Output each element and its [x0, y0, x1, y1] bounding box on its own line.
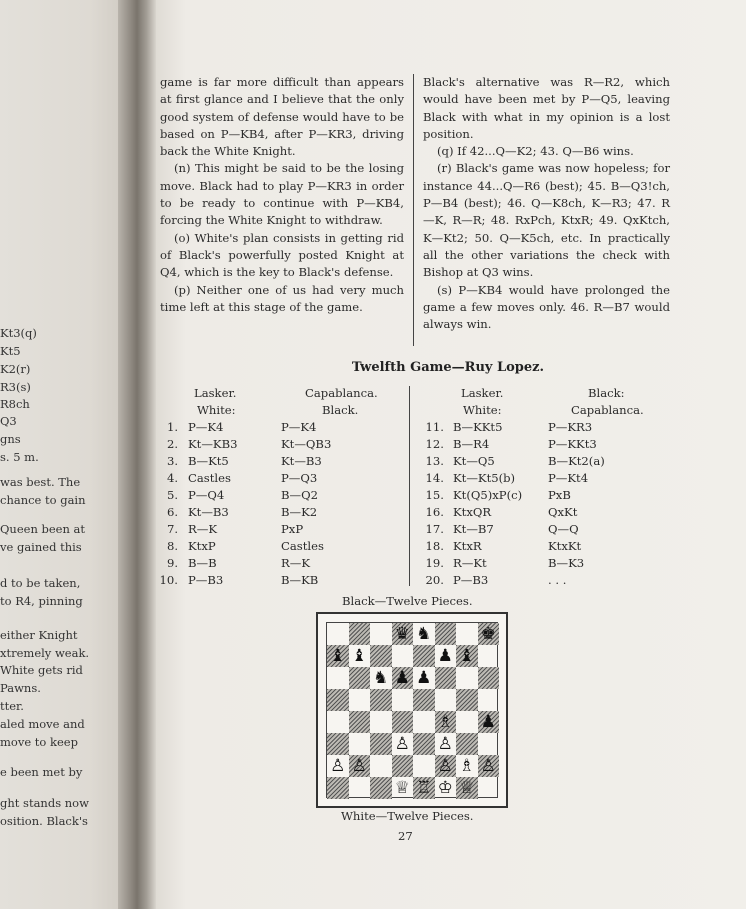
board-square [435, 623, 457, 645]
left-page-fragment: gns [0, 432, 21, 446]
annotation-paragraph: (p) Neither one of us had very much time left at this stage of the game. [160, 282, 404, 314]
board-square [349, 711, 371, 733]
left-page-fragment: White gets rid [0, 663, 83, 677]
left-page-fragment: e been met by [0, 765, 83, 779]
white-move: Kt—B7 [453, 522, 494, 536]
left-page-fragment: to R4, pinning [0, 594, 83, 608]
move-number: 12. [425, 437, 444, 451]
board-square [327, 667, 349, 689]
left-page-fragment: d to be taken, [0, 576, 81, 590]
left-page-fragment: osition. Black's [0, 814, 88, 828]
white-move: KtxR [453, 539, 482, 553]
move-number: 11. [425, 420, 444, 434]
left-page-fragment: was best. The [0, 475, 81, 489]
black-pawn-icon: ♟ [394, 668, 410, 688]
board-square [327, 689, 349, 711]
black-move: B—K3 [548, 556, 585, 570]
black-move: B—K2 [281, 505, 318, 519]
white-move: B—Kt5 [188, 454, 229, 468]
white-move: P—Q4 [188, 488, 225, 502]
move-number: 5. [166, 488, 178, 502]
board-square [327, 733, 349, 755]
move-number: 19. [425, 556, 444, 570]
left-page-fragment: xtremely weak. [0, 646, 90, 660]
left-page-fragment: Q3 [0, 414, 17, 428]
annotation-paragraph: game is far more difficult than appears at first glance and I believe that the only good system of defense would have to be based on P—KB4, after P—KR3, driving back the White Knight. [160, 75, 404, 159]
white-move: B—B [188, 556, 217, 570]
right-white-name: Lasker. [461, 386, 504, 400]
left-page-fragment: K2(r) [0, 362, 31, 376]
black-move: Kt—QB3 [281, 437, 332, 451]
left-black-name: Capablanca. [305, 386, 378, 400]
left-page-fragment: either Knight [0, 628, 78, 642]
board-square [349, 733, 371, 755]
black-pawn-icon: ♟ [437, 646, 453, 666]
black-move: Kt—B3 [281, 454, 322, 468]
left-page-fragment: Kt3(q) [0, 326, 37, 340]
board-square [435, 667, 457, 689]
board-square [456, 711, 478, 733]
board-square [392, 755, 414, 777]
black-move: PxB [548, 488, 571, 502]
left-black-label: Black. [322, 403, 359, 417]
black-pawn-icon: ♟ [416, 668, 432, 688]
left-page-fragment: Pawns. [0, 681, 41, 695]
right-black-name: Capablanca. [571, 403, 644, 417]
board-square [370, 711, 392, 733]
board-square [478, 733, 500, 755]
left-white-name: Lasker. [194, 386, 237, 400]
board-square [413, 645, 435, 667]
board-square [413, 733, 435, 755]
white-pawn-icon: ♙ [330, 756, 346, 776]
board-square [413, 711, 435, 733]
white-pawn-icon: ♙ [351, 756, 367, 776]
annotation-column-left [160, 74, 404, 316]
annotation-column-right [423, 74, 670, 333]
book-gutter [118, 0, 156, 909]
annotation-paragraph: (q) If 42...Q—K2; 43. Q—B6 wins. [437, 144, 634, 159]
move-number: 16. [425, 505, 444, 519]
chess-diagram [316, 612, 508, 808]
black-bishop-icon: ♝ [330, 646, 346, 666]
left-page-fragment: Queen been at [0, 522, 86, 536]
move-number: 7. [166, 522, 178, 536]
annotation-paragraph: (r) Black's game was now hopeless; for instance 44...Q—R6 (best); 45. B—Q3!ch, P—B4 (best); 46. Q—K8ch, K—R3; 47. R—K, R—R; 48. RxPch, KtxR; 49. QxKtch, K—Kt2; 50. Q—K5ch, etc. In practically all the other variations the check with Bishop at Q3 wins. [423, 161, 670, 280]
board-square [478, 689, 500, 711]
board-square [370, 645, 392, 667]
left-page-fragment: R8ch [0, 397, 30, 411]
move-number: 20. [425, 573, 444, 587]
white-move: Castles [188, 471, 231, 485]
board-square [327, 623, 349, 645]
black-move: R—K [281, 556, 310, 570]
white-pawn-icon: ♙ [437, 756, 453, 776]
white-queen-icon: ♕ [459, 778, 475, 798]
board-square [456, 689, 478, 711]
white-move: Kt—KB3 [188, 437, 238, 451]
white-king-icon: ♔ [437, 778, 453, 798]
board-square [478, 645, 500, 667]
white-pawn-icon: ♙ [480, 756, 496, 776]
move-number: 3. [166, 454, 178, 468]
move-number: 8. [166, 539, 178, 553]
black-move: P—K4 [281, 420, 317, 434]
board-square [413, 689, 435, 711]
board-square [478, 667, 500, 689]
black-knight-icon: ♞ [373, 668, 389, 688]
white-move: Kt—Q5 [453, 454, 495, 468]
move-number: 1. [166, 420, 178, 434]
black-bishop-icon: ♝ [459, 646, 475, 666]
move-number: 6. [166, 505, 178, 519]
white-move: P—B3 [188, 573, 224, 587]
white-move: B—KKt5 [453, 420, 503, 434]
black-move: QxKt [548, 505, 578, 519]
white-move: R—K [188, 522, 217, 536]
black-move: PxP [281, 522, 304, 536]
left-page-fragment: aled move and [0, 717, 85, 731]
white-move: Kt—B3 [188, 505, 229, 519]
white-move: KtxP [188, 539, 216, 553]
black-move: B—KB [281, 573, 319, 587]
left-white-label: White: [197, 403, 236, 417]
board-square [327, 711, 349, 733]
game-title: Twelfth Game—Ruy Lopez. [351, 360, 545, 375]
annotation-paragraph: (n) This might be said to be the losing move. Black had to play P—KR3 in order to be ready to continue with P—KB4, forcing the White Knight to withdraw. [160, 161, 404, 228]
board-square [349, 777, 371, 799]
board-square [327, 777, 349, 799]
white-move: P—K4 [188, 420, 224, 434]
right-black-label: Black: [588, 386, 625, 400]
black-move: P—KKt3 [548, 437, 597, 451]
move-number: 10. [159, 573, 178, 587]
move-number: 9. [166, 556, 178, 570]
board-square [370, 733, 392, 755]
right-white-label: White: [463, 403, 502, 417]
left-page-fragment: R3(s) [0, 380, 31, 394]
board-square [370, 777, 392, 799]
left-page-fragment: Kt5 [0, 344, 21, 358]
black-pawn-icon: ♟ [480, 712, 496, 732]
annotation-paragraph: (s) P—KB4 would have prolonged the game a few moves only. 46. R—B7 would always win. [423, 282, 670, 332]
left-page-fragment: ght stands now [0, 796, 89, 810]
left-page-fragment: ve gained this [0, 540, 82, 554]
diagram-top-caption: Black—Twelve Pieces. [342, 594, 473, 608]
black-move: KtxKt [548, 539, 582, 553]
board-square [392, 689, 414, 711]
black-move: Castles [281, 539, 324, 553]
move-number: 18. [425, 539, 444, 553]
diagram-bottom-caption: White—Twelve Pieces. [341, 809, 474, 823]
move-number: 15. [425, 488, 444, 502]
page-number: 27 [398, 829, 413, 843]
move-number: 17. [425, 522, 444, 536]
board-square [392, 645, 414, 667]
board-square [456, 623, 478, 645]
white-move: P—B3 [453, 573, 489, 587]
move-number: 13. [425, 454, 444, 468]
white-rook-icon: ♖ [416, 778, 432, 798]
black-move: B—Q2 [281, 488, 318, 502]
move-number: 2. [166, 437, 178, 451]
annotation-paragraph: (o) White's plan consists in getting rid of Black's powerfully posted Knight at Q4, which is the key to Black's defense. [160, 230, 404, 280]
board-square [478, 777, 500, 799]
black-move: P—KR3 [548, 420, 593, 434]
board-square [349, 689, 371, 711]
black-king-icon: ♚ [480, 624, 496, 644]
white-queen-icon: ♕ [394, 778, 410, 798]
board-square [349, 667, 371, 689]
black-bishop-icon: ♝ [351, 646, 367, 666]
board-square [370, 755, 392, 777]
white-pawn-icon: ♙ [394, 734, 410, 754]
black-knight-icon: ♞ [416, 624, 432, 644]
board-square [435, 689, 457, 711]
white-bishop-icon: ♗ [437, 712, 453, 732]
move-number: 14. [425, 471, 444, 485]
left-page-fragment: move to keep [0, 735, 78, 749]
left-page-sliver [0, 0, 128, 909]
white-move: KtxQR [453, 505, 492, 519]
chess-board [326, 622, 498, 798]
board-square [370, 623, 392, 645]
board-square [413, 755, 435, 777]
white-move: B—R4 [453, 437, 490, 451]
board-square [349, 623, 371, 645]
white-move: Kt—Kt5(b) [453, 471, 516, 485]
white-move: R—Kt [453, 556, 487, 570]
black-move: Q—Q [548, 522, 579, 536]
white-move: Kt(Q5)xP(c) [453, 488, 523, 502]
black-move: B—Kt2(a) [548, 454, 605, 468]
black-move: . . . [548, 573, 567, 587]
move-number: 4. [166, 471, 178, 485]
white-pawn-icon: ♙ [437, 734, 453, 754]
white-bishop-icon: ♗ [459, 756, 475, 776]
annotation-paragraph: Black's alternative was R—R2, which would have been met by P—Q5, leaving Black with what in my opinion is a lost position. [423, 75, 670, 141]
board-square [456, 667, 478, 689]
black-queen-icon: ♛ [394, 624, 410, 644]
left-page-fragment: tter. [0, 699, 24, 713]
left-page-fragment: chance to gain [0, 493, 86, 507]
score-divider [409, 386, 410, 586]
left-page-fragment: s. 5 m. [0, 450, 39, 464]
black-move: P—Kt4 [548, 471, 589, 485]
board-square [392, 711, 414, 733]
board-square [370, 689, 392, 711]
column-divider [413, 74, 414, 346]
black-move: P—Q3 [281, 471, 318, 485]
board-square [456, 733, 478, 755]
